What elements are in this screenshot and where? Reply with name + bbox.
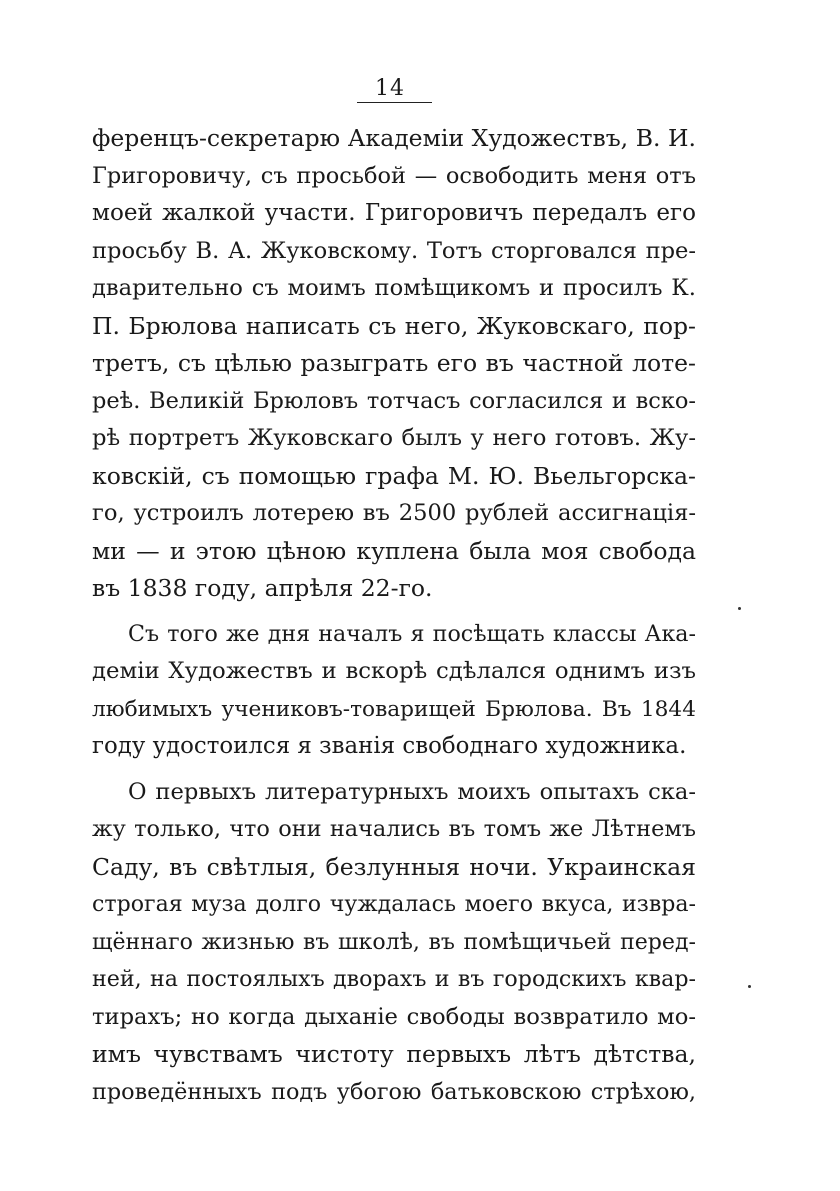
text-line: О первыхъ литературныхъ моихъ опытахъ ска- [128,778,696,805]
scan-speck [738,607,741,610]
text-line: третъ, съ цѣлью разыграть его въ частной лоте- [92,349,696,377]
paragraph-3 [92,774,696,1112]
text-line: проведённыхъ подъ убогою батьковскою стрѣхою, [92,1078,696,1105]
text-line: любимыхъ учениковъ-товарищей Брюлова. Въ 1844 [92,696,696,722]
paragraph-1 [92,120,696,608]
text-line: Саду, въ свѣтлыя, безлунныя ночи. Украинская [92,852,696,881]
text-line: имъ чувствамъ чистоту первыхъ лѣтъ дѣтства, [92,1040,696,1068]
text-line: жу только, что они начались въ томъ же Лѣтнемъ [92,816,696,842]
page-number-rule [357,102,432,103]
text-line: рѣ портретъ Жуковскаго былъ у него готовъ. Жу- [92,425,696,451]
text-line: ми — и этою цѣною куплена была моя свобода [92,536,696,565]
body-text [92,120,696,1111]
text-line: деміи Художествъ и вскорѣ сдѣлался однимъ изъ [92,658,696,684]
text-line: году удостоился я званія свободнаго художника. [92,733,687,759]
text-line: П. Брюлова написать съ него, Жуковскаго, пор- [92,311,696,340]
text-line: ковскій, съ помощью графа М. Ю. Вьельгорска- [92,461,696,490]
text-line: въ 1838 году, апрѣля 22-го. [92,574,433,602]
text-line: просьбу В. А. Жуковскому. Тотъ сторговался пре- [92,237,696,264]
text-line: Григоровичу, съ просьбой — освободить меня отъ [92,162,696,189]
page-number: 14 [375,76,405,101]
text-line: ференцъ-секретарю Академіи Художествъ, В. И. [92,124,696,152]
text-line: дварительно съ моимъ помѣщикомъ и просилъ К. [92,275,696,301]
scan-speck [748,985,751,988]
paragraph-2 [92,616,696,766]
text-line: Съ того же дня началъ я посѣщать классы Ака- [128,620,696,647]
text-line: тирахъ; но когда дыханіе свободы возвратило мо- [92,1003,696,1030]
text-line: строгая муза долго чуждалась моего вкуса, извра- [92,892,696,917]
text-line: моей жалкой участи. Григоровичъ передалъ его [92,200,696,226]
text-line: щённаго жизнью въ школѣ, въ помѣщичьей перед- [92,929,696,955]
text-line: го, устроилъ лотерею въ 2500 рублей ассигнація- [92,500,696,526]
text-line: ней, на постоялыхъ дворахъ и въ городскихъ квар- [92,966,696,992]
text-line: реѣ. Великій Брюловъ тотчасъ согласился и вско- [92,387,696,414]
